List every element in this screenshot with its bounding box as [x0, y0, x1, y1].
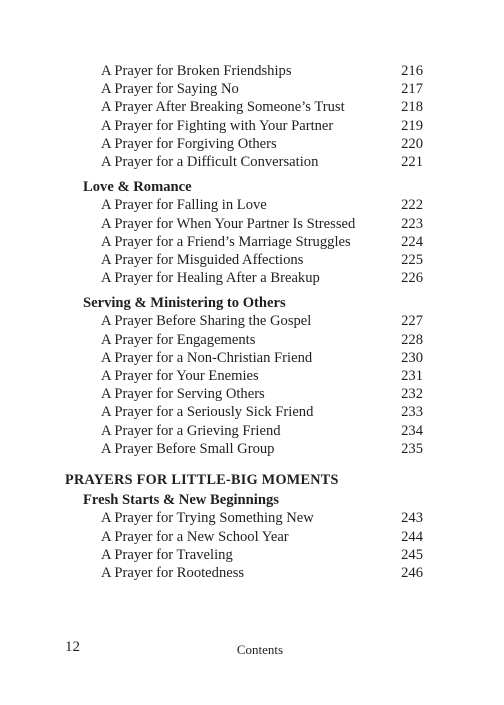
part-heading: PRAYERS FOR LITTLE-BIG MOMENTS: [65, 471, 339, 488]
toc-entry: [0, 80, 504, 98]
toc-entry-page: 243: [401, 510, 423, 527]
toc-entry-page: 221: [401, 153, 423, 170]
toc-entry-title: A Prayer for Falling in Love: [101, 197, 267, 214]
page-number: 12: [65, 639, 80, 655]
toc-entry-title: A Prayer for Trying Something New: [101, 510, 314, 527]
toc-entry-title: A Prayer for a Difficult Conversation: [101, 153, 319, 170]
toc-entry: [0, 135, 504, 153]
toc-entry-page: 219: [401, 117, 423, 134]
toc-entry: [0, 546, 504, 564]
toc-entry: [0, 564, 504, 582]
toc-entry: [0, 331, 504, 349]
toc-entry-title: A Prayer for Traveling: [101, 546, 233, 563]
toc-entry: [0, 403, 504, 421]
toc-entry: [0, 312, 504, 330]
toc-entry-page: 220: [401, 135, 423, 152]
toc-entry-page: 223: [401, 215, 423, 232]
toc-entry-page: 230: [401, 349, 423, 366]
toc-entry: [0, 385, 504, 403]
toc-entry: [0, 196, 504, 214]
toc-entry-title: A Prayer for Healing After a Breakup: [101, 270, 320, 287]
toc-entry-page: 232: [401, 386, 423, 403]
toc-entry-page: 224: [401, 233, 423, 250]
toc-entry-page: 228: [401, 331, 423, 348]
toc-entry-page: 234: [401, 422, 423, 439]
toc-entry: [0, 153, 504, 171]
toc-entry-page: 217: [401, 81, 423, 98]
toc-entry-title: A Prayer for a Grieving Friend: [101, 422, 281, 439]
section-heading-serving: Serving & Ministering to Others: [83, 295, 286, 312]
toc-entry-title: A Prayer for Engagements: [101, 331, 256, 348]
toc-entry-page: 226: [401, 270, 423, 287]
toc-entry: [0, 528, 504, 546]
toc-entry-page: 246: [401, 564, 423, 581]
toc-entry-title: A Prayer for Broken Friendships: [101, 63, 292, 79]
toc-entry: [0, 62, 504, 80]
toc-entry-page: 235: [401, 440, 423, 457]
toc-entry: [0, 440, 504, 458]
toc-entry-title: A Prayer for Misguided Affections: [101, 251, 304, 268]
toc-entry: [0, 215, 504, 233]
toc-entry-title: A Prayer for Your Enemies: [101, 368, 259, 384]
toc-entry: [0, 367, 504, 385]
toc-entry-page: 218: [401, 99, 423, 116]
toc-entry: [0, 349, 504, 367]
toc-entry: [0, 251, 504, 269]
toc-entry-title: A Prayer Before Small Group: [101, 440, 275, 457]
toc-entry-title: A Prayer for Serving Others: [101, 386, 265, 403]
toc-entry-title: A Prayer for a New School Year: [101, 528, 289, 545]
toc-entry: [0, 269, 504, 287]
section-heading-fresh-starts: Fresh Starts & New Beginnings: [83, 492, 279, 509]
toc-entry: [0, 117, 504, 135]
toc-entry-title: A Prayer for When Your Partner Is Stressed: [101, 215, 356, 232]
toc-entry-title: A Prayer After Breaking Someone’s Trust: [101, 99, 345, 116]
toc-entry-title: A Prayer for Fighting with Your Partner: [101, 117, 334, 134]
toc-entry-title: A Prayer for Rootedness: [101, 564, 245, 581]
toc-entry-title: A Prayer for Forgiving Others: [101, 135, 277, 152]
toc-entry-page: 245: [401, 546, 423, 563]
toc-entry-title: A Prayer for a Seriously Sick Friend: [101, 404, 314, 421]
toc-entry-page: 233: [401, 404, 423, 421]
toc-entry-title: A Prayer for Saying No: [101, 81, 239, 98]
toc-entry-title: A Prayer for a Friend’s Marriage Struggles: [101, 233, 351, 250]
toc-entry: [0, 98, 504, 116]
toc-entry-page: 222: [401, 197, 423, 214]
toc-entry-page: 225: [401, 251, 423, 268]
table-of-contents: [0, 62, 504, 582]
toc-entry-page: 216: [401, 63, 423, 79]
toc-entry-title: A Prayer Before Sharing the Gospel: [101, 313, 312, 330]
running-footer-title: Contents: [236, 642, 284, 657]
toc-entry-page: 227: [401, 313, 423, 330]
section-heading-love-romance: Love & Romance: [83, 179, 192, 196]
toc-entry: [0, 509, 504, 527]
toc-entry-page: 231: [401, 368, 423, 384]
toc-entry-page: 244: [401, 528, 423, 545]
toc-entry-title: A Prayer for a Non-Christian Friend: [101, 349, 313, 366]
toc-entry: [0, 233, 504, 251]
toc-entry: [0, 422, 504, 440]
